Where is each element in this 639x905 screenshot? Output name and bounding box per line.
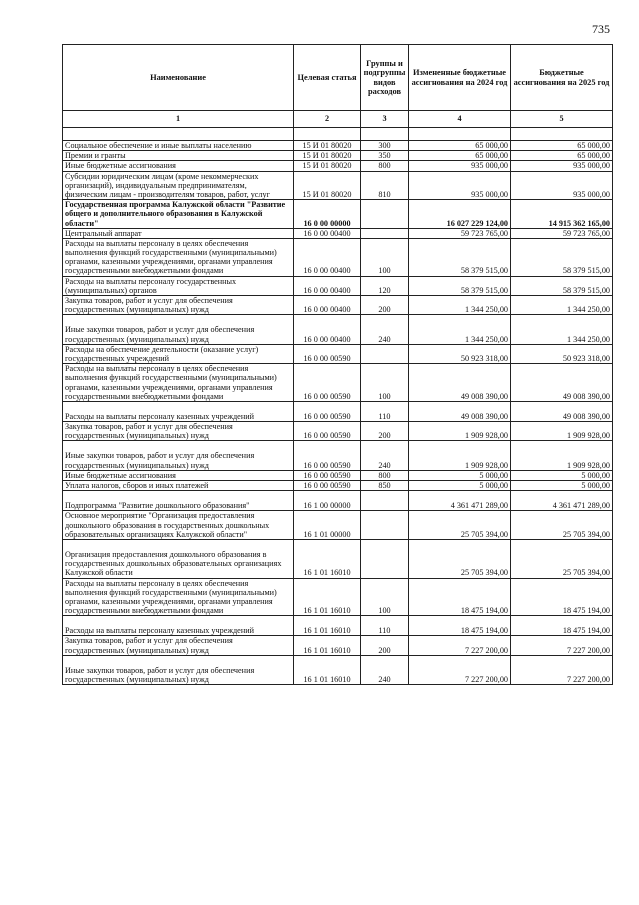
row-target-code: 15 И 01 80020 [294, 141, 361, 151]
row-expense-group: 200 [361, 422, 409, 441]
row-amount-2025: 1 909 928,00 [511, 441, 613, 470]
row-target-code: 16 0 00 00400 [294, 276, 361, 295]
row-expense-group: 120 [361, 276, 409, 295]
table-row [63, 539, 613, 578]
table-row [63, 364, 613, 402]
row-target-code: 16 0 00 00400 [294, 238, 361, 276]
row-amount-2025: 65 000,00 [511, 151, 613, 161]
row-expense-group [361, 539, 409, 578]
row-target-code: 16 0 00 00590 [294, 344, 361, 363]
table-row [63, 238, 613, 276]
row-name: Расходы на выплаты персоналу казенных учреждений [63, 616, 294, 636]
row-expense-group: 200 [361, 636, 409, 655]
row-name: Центральный аппарат [63, 228, 294, 238]
header-target: Целевая статья [294, 45, 361, 111]
row-name: Организация предоставления дошкольного образования в государственных дошкольных образовательных организациях Калужской области [63, 539, 294, 578]
table-body [63, 111, 613, 685]
row-target-code: 16 1 01 16010 [294, 578, 361, 616]
column-number: 1 [63, 111, 294, 128]
row-expense-group: 800 [361, 161, 409, 171]
row-name: Социальное обеспечение и иные выплаты населению [63, 141, 294, 151]
row-amount-2025: 25 705 394,00 [511, 539, 613, 578]
row-amount-2025: 49 008 390,00 [511, 401, 613, 421]
row-amount-2025: 49 008 390,00 [511, 364, 613, 402]
row-amount-2024: 7 227 200,00 [409, 636, 511, 655]
row-amount-2024: 7 227 200,00 [409, 655, 511, 684]
row-expense-group: 110 [361, 401, 409, 421]
row-amount-2024: 49 008 390,00 [409, 401, 511, 421]
row-name: Расходы на выплаты персоналу в целях обеспечения выполнения функций государственными (муниципальными) органами, казенными учреждениями, органами управления государственными внебюджетными фондами [63, 364, 294, 402]
row-amount-2025: 7 227 200,00 [511, 636, 613, 655]
row-amount-2025: 18 475 194,00 [511, 616, 613, 636]
header-row [63, 45, 613, 111]
row-amount-2025: 935 000,00 [511, 171, 613, 200]
row-target-code: 15 И 01 80020 [294, 151, 361, 161]
row-amount-2025: 65 000,00 [511, 141, 613, 151]
row-amount-2025: 25 705 394,00 [511, 511, 613, 540]
row-name: Расходы на выплаты персоналу в целях обеспечения выполнения функций государственными (муниципальными) органами, казенными учреждениями, органами управления государственными внебюджетными фондами [63, 238, 294, 276]
table-row [63, 141, 613, 151]
row-amount-2025: 18 475 194,00 [511, 578, 613, 616]
column-number-row [63, 111, 613, 128]
row-name: Иные бюджетные ассигнования [63, 470, 294, 480]
row-amount-2024: 59 723 765,00 [409, 228, 511, 238]
row-target-code: 16 1 01 16010 [294, 539, 361, 578]
table-row [63, 655, 613, 684]
row-amount-2024: 1 344 250,00 [409, 296, 511, 315]
row-amount-2025: 5 000,00 [511, 470, 613, 480]
row-expense-group: 850 [361, 481, 409, 491]
row-target-code: 15 И 01 80020 [294, 171, 361, 200]
spacer-row [63, 128, 613, 141]
row-amount-2024: 65 000,00 [409, 141, 511, 151]
table-row [63, 470, 613, 480]
column-number: 4 [409, 111, 511, 128]
row-expense-group: 110 [361, 616, 409, 636]
row-amount-2024: 50 923 318,00 [409, 344, 511, 363]
row-amount-2025: 4 361 471 289,00 [511, 491, 613, 511]
row-expense-group: 350 [361, 151, 409, 161]
row-target-code: 16 0 00 00590 [294, 422, 361, 441]
row-amount-2025: 5 000,00 [511, 481, 613, 491]
row-name: Расходы на выплаты персоналу в целях обеспечения выполнения функций государственными (муниципальными) органами, казенными учреждениями, органами управления государственными внебюджетными фондами [63, 578, 294, 616]
table-row [63, 276, 613, 295]
row-expense-group: 300 [361, 141, 409, 151]
header-name: Наименование [63, 45, 294, 111]
table-row [63, 578, 613, 616]
row-amount-2024: 1 909 928,00 [409, 441, 511, 470]
row-target-code: 16 0 00 00590 [294, 481, 361, 491]
row-amount-2024: 58 379 515,00 [409, 238, 511, 276]
row-amount-2025: 1 344 250,00 [511, 315, 613, 344]
row-amount-2025: 50 923 318,00 [511, 344, 613, 363]
table-row [63, 481, 613, 491]
table-row [63, 441, 613, 470]
row-expense-group: 200 [361, 296, 409, 315]
row-target-code: 16 0 00 00590 [294, 364, 361, 402]
row-amount-2024: 49 008 390,00 [409, 364, 511, 402]
table-row [63, 171, 613, 200]
row-amount-2024: 65 000,00 [409, 151, 511, 161]
page-number: 735 [592, 22, 610, 36]
table-row [63, 511, 613, 540]
row-amount-2025: 58 379 515,00 [511, 238, 613, 276]
header-amount-2024: Измененные бюджетные ассигнования на 2024 год [409, 45, 511, 111]
row-expense-group: 100 [361, 578, 409, 616]
row-name: Субсидии юридическим лицам (кроме некоммерческих организаций), индивидуальным предпринимателям, физическим лицам - производителям товаров, работ, услуг [63, 171, 294, 200]
row-target-code: 15 И 01 80020 [294, 161, 361, 171]
row-name: Уплата налогов, сборов и иных платежей [63, 481, 294, 491]
table-row [63, 636, 613, 655]
row-amount-2024: 5 000,00 [409, 481, 511, 491]
row-name: Иные закупки товаров, работ и услуг для обеспечения государственных (муниципальных) нужд [63, 655, 294, 684]
row-amount-2025: 58 379 515,00 [511, 276, 613, 295]
row-expense-group [361, 511, 409, 540]
row-amount-2025: 1 909 928,00 [511, 422, 613, 441]
row-target-code: 16 1 00 00000 [294, 491, 361, 511]
row-amount-2024: 935 000,00 [409, 171, 511, 200]
row-target-code: 16 0 00 00400 [294, 315, 361, 344]
table-row [63, 161, 613, 171]
row-amount-2024: 4 361 471 289,00 [409, 491, 511, 511]
row-expense-group [361, 228, 409, 238]
row-expense-group [361, 344, 409, 363]
header-groups: Группы и подгруппы видов расходов [361, 45, 409, 111]
row-amount-2024: 1 344 250,00 [409, 315, 511, 344]
column-number: 2 [294, 111, 361, 128]
row-amount-2024: 1 909 928,00 [409, 422, 511, 441]
row-target-code: 16 0 00 00590 [294, 470, 361, 480]
table-row [63, 491, 613, 511]
row-name: Основное мероприятие "Организация предоставления дошкольного образования в государственных дошкольных образовательных организациях Калужской области" [63, 511, 294, 540]
row-amount-2024: 25 705 394,00 [409, 539, 511, 578]
row-amount-2025: 1 344 250,00 [511, 296, 613, 315]
row-expense-group [361, 200, 409, 229]
row-amount-2025: 14 915 362 165,00 [511, 200, 613, 229]
row-expense-group: 240 [361, 655, 409, 684]
row-expense-group: 100 [361, 364, 409, 402]
row-expense-group: 810 [361, 171, 409, 200]
row-target-code: 16 1 01 00000 [294, 511, 361, 540]
row-target-code: 16 0 00 00590 [294, 441, 361, 470]
row-target-code: 16 0 00 00400 [294, 228, 361, 238]
row-amount-2024: 16 027 229 124,00 [409, 200, 511, 229]
row-amount-2025: 935 000,00 [511, 161, 613, 171]
table-row [63, 422, 613, 441]
row-name: Закупка товаров, работ и услуг для обеспечения государственных (муниципальных) нужд [63, 422, 294, 441]
column-number: 5 [511, 111, 613, 128]
row-expense-group: 100 [361, 238, 409, 276]
column-number: 3 [361, 111, 409, 128]
header-amount-2025: Бюджетные ассигнования на 2025 год [511, 45, 613, 111]
row-name: Расходы на выплаты персоналу казенных учреждений [63, 401, 294, 421]
row-name: Расходы на выплаты персоналу государственных (муниципальных) органов [63, 276, 294, 295]
row-expense-group: 800 [361, 470, 409, 480]
row-amount-2024: 18 475 194,00 [409, 578, 511, 616]
row-expense-group: 240 [361, 315, 409, 344]
row-target-code: 16 0 00 00590 [294, 401, 361, 421]
table-row [63, 151, 613, 161]
row-target-code: 16 1 01 16010 [294, 616, 361, 636]
row-amount-2025: 7 227 200,00 [511, 655, 613, 684]
table-row [63, 401, 613, 421]
row-name: Иные закупки товаров, работ и услуг для обеспечения государственных (муниципальных) нужд [63, 441, 294, 470]
row-expense-group [361, 491, 409, 511]
table-row [63, 296, 613, 315]
row-amount-2024: 5 000,00 [409, 470, 511, 480]
row-target-code: 16 1 01 16010 [294, 655, 361, 684]
row-name: Закупка товаров, работ и услуг для обеспечения государственных (муниципальных) нужд [63, 636, 294, 655]
row-name: Иные закупки товаров, работ и услуг для обеспечения государственных (муниципальных) нужд [63, 315, 294, 344]
row-name: Государственная программа Калужской области "Развитие общего и дополнительного образования в Калужской области" [63, 200, 294, 229]
row-amount-2024: 25 705 394,00 [409, 511, 511, 540]
row-name: Расходы на обеспечение деятельности (оказание услуг) государственных учреждений [63, 344, 294, 363]
row-amount-2025: 59 723 765,00 [511, 228, 613, 238]
row-name: Подпрограмма "Развитие дошкольного образования" [63, 491, 294, 511]
table-row [63, 228, 613, 238]
table-row [63, 200, 613, 229]
row-target-code: 16 0 00 00000 [294, 200, 361, 229]
row-target-code: 16 0 00 00400 [294, 296, 361, 315]
row-target-code: 16 1 01 16010 [294, 636, 361, 655]
row-amount-2024: 18 475 194,00 [409, 616, 511, 636]
table-row [63, 344, 613, 363]
row-amount-2024: 935 000,00 [409, 161, 511, 171]
table-row [63, 315, 613, 344]
row-name: Иные бюджетные ассигнования [63, 161, 294, 171]
row-amount-2024: 58 379 515,00 [409, 276, 511, 295]
budget-table [62, 44, 613, 685]
row-name: Закупка товаров, работ и услуг для обеспечения государственных (муниципальных) нужд [63, 296, 294, 315]
row-name: Премии и гранты [63, 151, 294, 161]
table-row [63, 616, 613, 636]
row-expense-group: 240 [361, 441, 409, 470]
